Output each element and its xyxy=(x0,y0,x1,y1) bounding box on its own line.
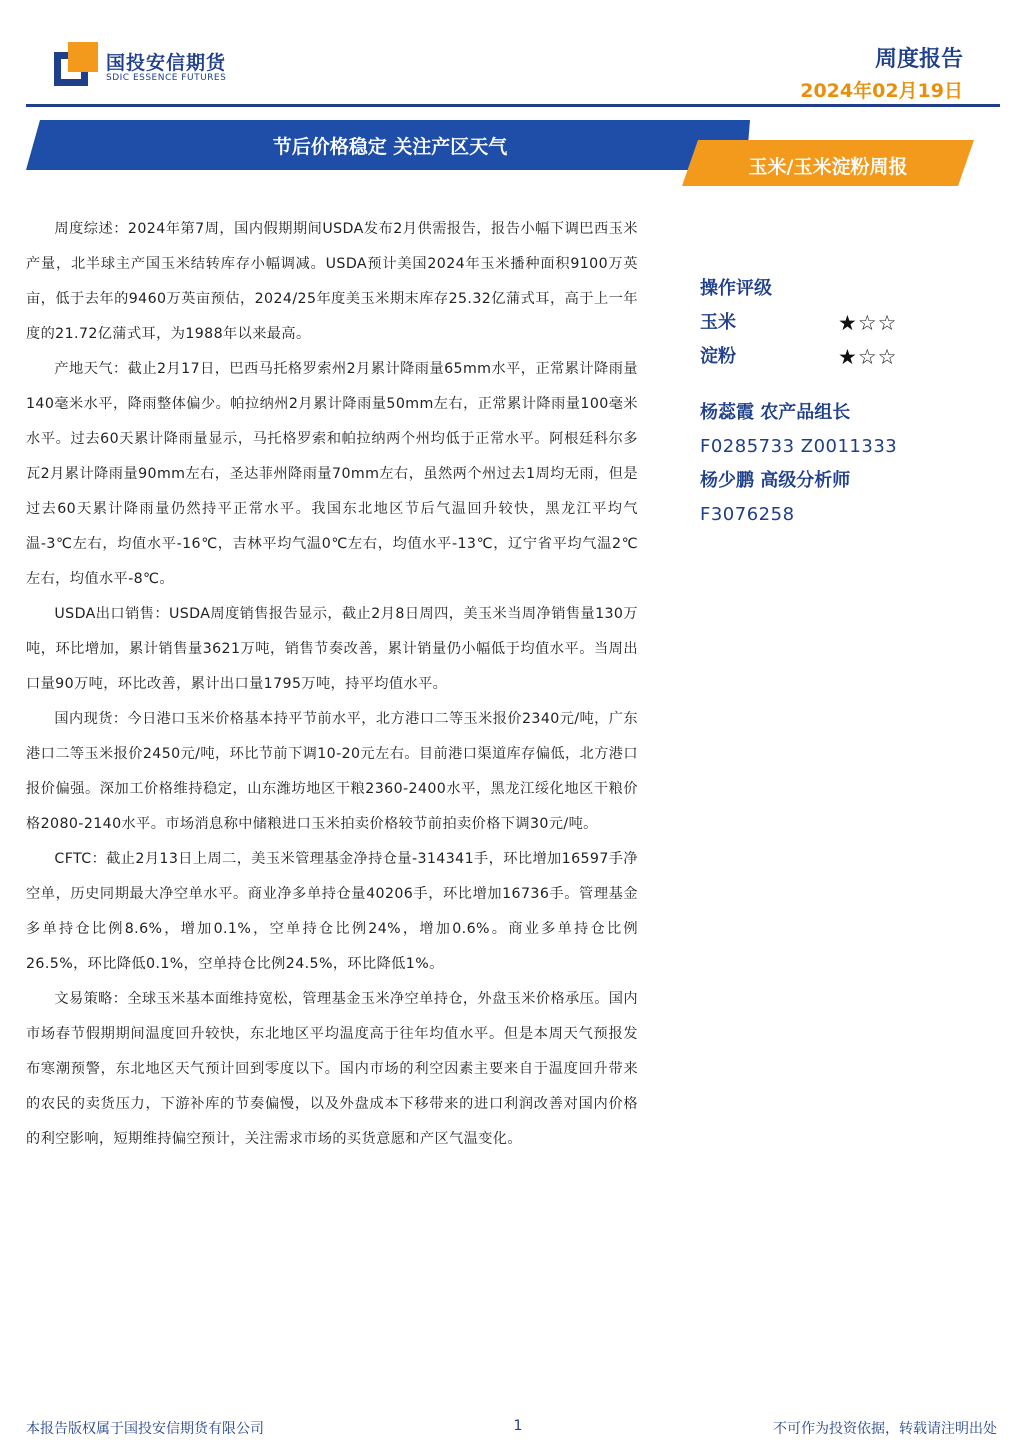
rating-label: 淀粉 xyxy=(700,346,736,367)
rating-row-corn xyxy=(700,306,980,340)
paragraph-usda-export: USDA出口销售：USDA周度销售报告显示，截止2月8日周四，美玉米当周净销售量130万吨，环比增加，累计销售量3621万吨，销售节奏改善，累计销量仍小幅低于均值水平。当周出口量90万吨，环比改善，累计出口量1795万吨，持平均值水平。 xyxy=(26,606,638,692)
report-category: 玉米/玉米淀粉周报 xyxy=(748,156,908,178)
rating-label: 玉米 xyxy=(700,312,736,333)
logo-mark-icon xyxy=(54,42,98,86)
report-title: 节后价格稳定 关注产区天气 xyxy=(272,136,508,158)
star-rating-icon: ★☆☆ xyxy=(838,311,898,335)
author-name: 杨蕊霞 农产品组长 xyxy=(700,402,851,423)
report-date: 2024年02月19日 xyxy=(800,80,963,102)
paragraph-strategy: 文易策略：全球玉米基本面维持宽松，管理基金玉米净空单持仓，外盘玉米价格承压。国内市场春节假期期间温度回升较快，东北地区平均温度高于往年均值水平。但是本周天气预报发布寒潮预警，东北地区天气预计回到零度以下。国内市场的利空因素主要来自于温度回升带来的农民的卖货压力，下游补库的节奏偏慢，以及外盘成本下移带来的进口利润改善对国内价格的利空影响，短期维持偏空预计，关注需求市场的买货意愿和产区气温变化。 xyxy=(26,991,638,1147)
author-name: 杨少鹏 高级分析师 xyxy=(700,470,851,491)
paragraph-cftc: CFTC：截止2月13日上周二，美玉米管理基金净持仓量-314341手，环比增加16597手净空单，历史同期最大净空单水平。商业净多单持仓量40206手，环比增加16736手。管理基金多单持仓比例8.6%，增加0.1%，空单持仓比例24%，增加0.6%。商业多单持仓比例26.5%，环比降低0.1%，空单持仓比例24.5%，环比降低1%。 xyxy=(26,851,638,972)
author-license: F0285733 Z0011333 xyxy=(700,436,898,457)
page-number: 1 xyxy=(513,1418,523,1434)
sidebar xyxy=(700,272,980,532)
footer-disclaimer: 不可作为投资依据，转载请注明出处 xyxy=(773,1421,997,1437)
report-body xyxy=(26,212,638,1157)
logo-text-en: SDIC ESSENCE FUTURES xyxy=(106,73,227,83)
paragraph-weather: 产地天气：截止2月17日，巴西马托格罗索州2月累计降雨量65mm水平，正常累计降雨量140毫米水平，降雨整体偏少。帕拉纳州2月累计降雨量50mm左右，正常累计降雨量100毫米水平。过去60天累计降雨量显示，马托格罗索和帕拉纳两个州均低于正常水平。阿根廷科尔多瓦2月累计降雨量90mm左右，圣达菲州降雨量70mm左右，虽然两个州过去1周均无雨，但是过去60天累计降雨量仍然持平正常水平。我国东北地区节后气温回升较快，黑龙江平均气温-3℃左右，均值水平-16℃，吉林平均气温0℃左右，均值水平-13℃，辽宁省平均气温2℃左右，均值水平-8℃。 xyxy=(26,361,638,587)
footer-copyright: 本报告版权属于国投安信期货有限公司 xyxy=(26,1421,264,1437)
rating-row-starch xyxy=(700,340,980,374)
report-type: 周度报告 xyxy=(874,47,963,72)
paragraph-weekly-summary: 周度综述：2024年第7周，国内假期期间USDA发布2月供需报告，报告小幅下调巴西玉米产量，北半球主产国玉米结转库存小幅调减。USDA预计美国2024年玉米播种面积9100万英亩，低于去年的9460万英亩预估，2024/25年度美玉米期末库存25.32亿蒲式耳，高于上一年度的21.72亿蒲式耳，为1988年以来最高。 xyxy=(26,221,638,342)
header-divider xyxy=(26,104,1000,107)
author-block xyxy=(700,396,980,532)
star-rating-icon: ★☆☆ xyxy=(838,345,898,369)
author-license: F3076258 xyxy=(700,504,795,525)
paragraph-domestic-spot: 国内现货：今日港口玉米价格基本持平节前水平，北方港口二等玉米报价2340元/吨，广东港口二等玉米报价2450元/吨，环比节前下调10-20元左右。目前港口渠道库存偏低，北方港口报价偏强。深加工价格维持稳定，山东潍坊地区干粮2360-2400水平，黑龙江绥化地区干粮价格2080-2140水平。市场消息称中储粮进口玉米拍卖价格较节前拍卖价格下调30元/吨。 xyxy=(26,711,638,832)
rating-heading: 操作评级 xyxy=(700,278,772,299)
logo-text-cn: 国投安信期货 xyxy=(106,52,227,74)
company-logo xyxy=(54,42,234,88)
